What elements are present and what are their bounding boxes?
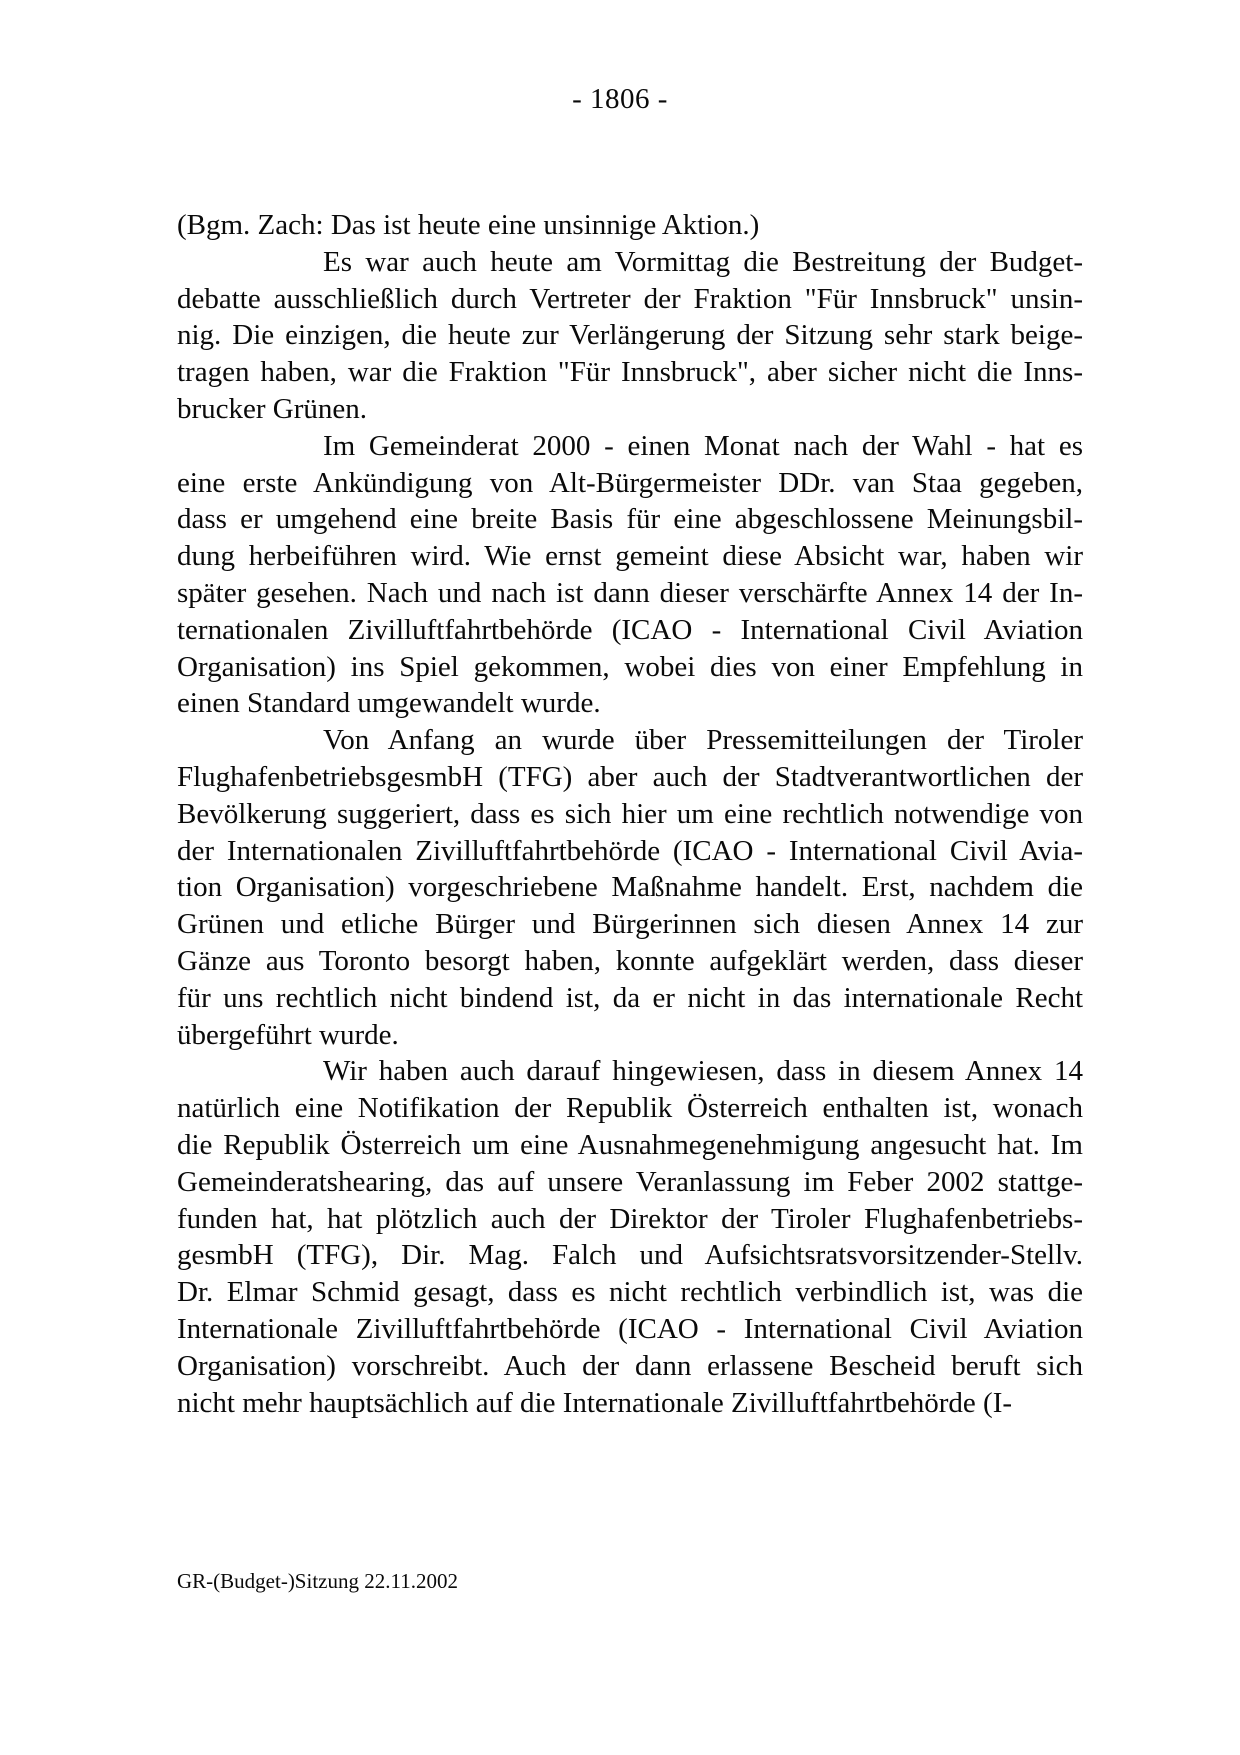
paragraph-line: Gänze aus Toronto besorgt haben, konnte aufgeklärt werden, dass dieser [177, 944, 1083, 977]
paragraph-line: tion Organisation) vorgeschriebene Maßnahme handelt. Erst, nachdem die [177, 871, 1083, 904]
paragraph-line: Grünen und etliche Bürger und Bürgerinnen sich diesen Annex 14 zur [177, 908, 1083, 941]
paragraph [177, 722, 1083, 1053]
paragraph-line: ternationalen Zivilluftfahrtbehörde (ICAO - International Civil Aviation [177, 613, 1083, 646]
paragraph-line: funden hat, hat plötzlich auch der Direktor der Tiroler Flughafenbetriebs- [177, 1202, 1083, 1235]
paragraph [177, 1053, 1083, 1421]
paragraph-line: gesmbH (TFG), Dir. Mag. Falch und Aufsichtsratsvorsitzender-Stellv. [177, 1239, 1083, 1272]
paragraph-line: übergeführt wurde. [177, 1018, 399, 1051]
paragraph-line: dass er umgehend eine breite Basis für eine abgeschlossene Meinungsbil- [177, 503, 1083, 536]
paragraph-line: Bevölkerung suggeriert, dass es sich hier um eine rechtlich notwendige von [177, 797, 1083, 830]
paragraph-line: debatte ausschließlich durch Vertreter der Fraktion "Für Innsbruck" unsin- [177, 282, 1083, 315]
paragraph-line: nicht mehr hauptsächlich auf die Internationale Zivilluftfahrtbehörde (I- [177, 1386, 1013, 1419]
paragraph-line: der Internationalen Zivilluftfahrtbehörde (ICAO - International Civil Avia- [177, 834, 1083, 867]
paragraph-line: Organisation) ins Spiel gekommen, wobei dies von einer Empfehlung in [177, 650, 1083, 683]
paragraph-line: die Republik Österreich um eine Ausnahmegenehmigung angesucht hat. Im [177, 1128, 1083, 1161]
document-body [177, 207, 1083, 1421]
paragraph-line: natürlich eine Notifikation der Republik Österreich enthalten ist, wonach [177, 1092, 1083, 1125]
paragraph-line: FlughafenbetriebsgesmbH (TFG) aber auch der Stadtverantwortlichen der [177, 760, 1083, 793]
paragraph [177, 207, 1083, 244]
paragraph [177, 428, 1083, 722]
paragraph [177, 244, 1083, 428]
paragraph-line: Organisation) vorschreibt. Auch der dann erlassene Bescheid beruft sich [177, 1349, 1083, 1382]
paragraph-line: (Bgm. Zach: Das ist heute eine unsinnige Aktion.) [177, 209, 760, 241]
paragraph-line: Wir haben auch darauf hingewiesen, dass in diesem Annex 14 [323, 1055, 1083, 1088]
paragraph-line: einen Standard umgewandelt wurde. [177, 687, 601, 720]
paragraph-line: Gemeinderatshearing, das auf unsere Veranlassung im Feber 2002 stattge- [177, 1165, 1083, 1198]
paragraph-line: für uns rechtlich nicht bindend ist, da er nicht in das internationale Recht [177, 981, 1083, 1014]
paragraph-line: dung herbeiführen wird. Wie ernst gemeint diese Absicht war, haben wir [177, 540, 1083, 573]
paragraph-line: später gesehen. Nach und nach ist dann dieser verschärfte Annex 14 der In- [177, 576, 1083, 609]
paragraph-line: tragen haben, war die Fraktion "Für Innsbruck", aber sicher nicht die Inns- [177, 356, 1083, 389]
paragraph-line: nig. Die einzigen, die heute zur Verlängerung der Sitzung sehr stark beige- [177, 319, 1083, 352]
footer-session-label: GR-(Budget-)Sitzung 22.11.2002 [177, 1569, 458, 1593]
page-number: - 1806 - [572, 83, 668, 115]
paragraph-line: Es war auch heute am Vormittag die Bestreitung der Budget- [323, 245, 1083, 278]
paragraph-line: eine erste Ankündigung von Alt-Bürgermeister DDr. van Staa gegeben, [177, 466, 1083, 499]
paragraph-line: brucker Grünen. [177, 392, 368, 425]
paragraph-line: Dr. Elmar Schmid gesagt, dass es nicht rechtlich verbindlich ist, was die [177, 1276, 1083, 1309]
paragraph-line: Von Anfang an wurde über Pressemitteilungen der Tiroler [323, 724, 1083, 757]
paragraph-line: Im Gemeinderat 2000 - einen Monat nach der Wahl - hat es [323, 429, 1083, 462]
paragraph-line: Internationale Zivilluftfahrtbehörde (ICAO - International Civil Aviation [177, 1312, 1083, 1345]
